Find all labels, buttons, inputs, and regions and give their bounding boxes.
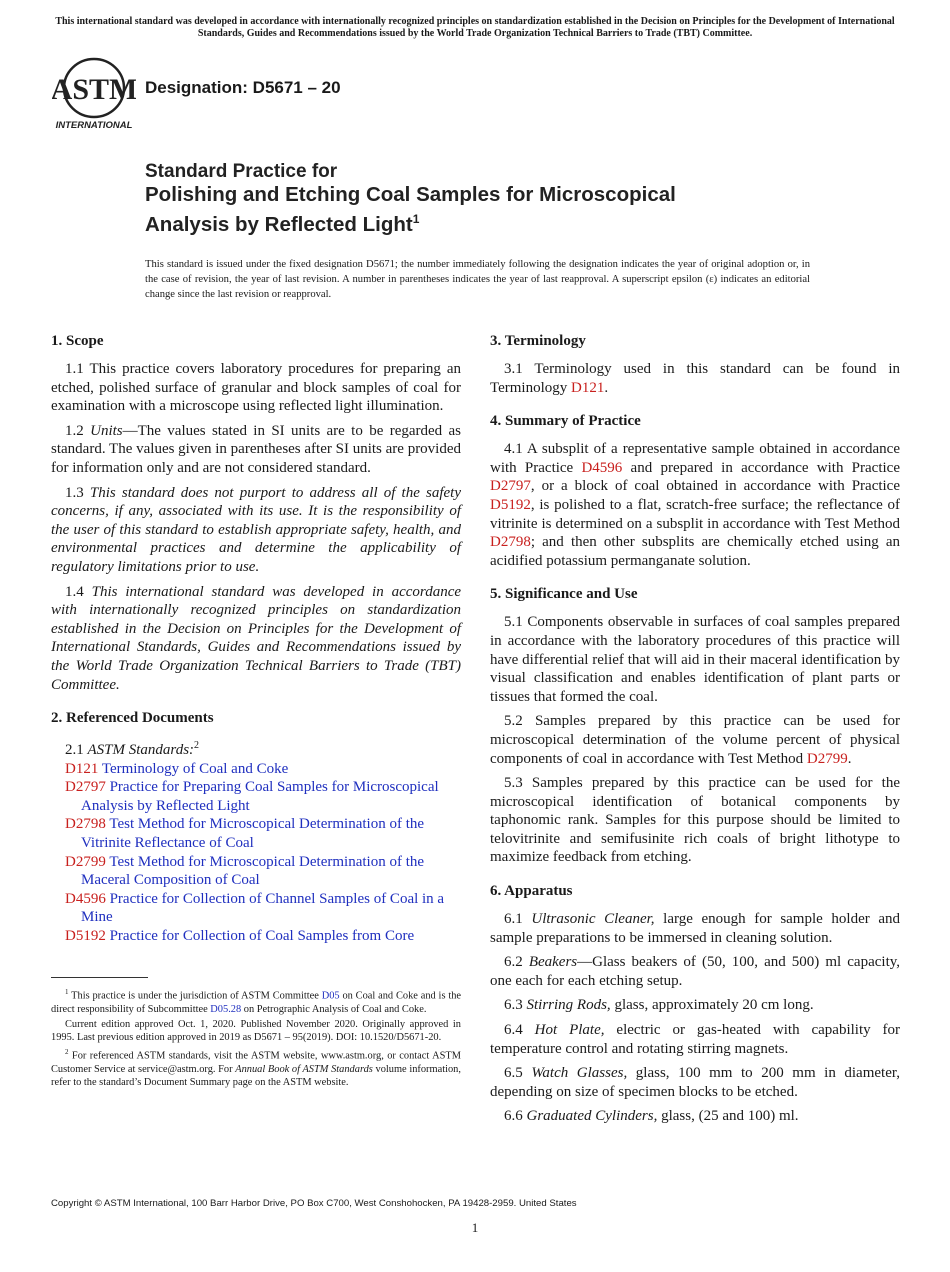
paragraph-1-3: 1.3 This standard does not purport to address all of the safety concerns, if any, associated with its use. It is the responsibility of the user of this standard to establish appropriate safety, health, and environmental practices and determine the applicability of regulatory limitations prior to use. [51,484,462,575]
reference-item-d2799[interactable] [51,853,461,890]
reference-link-d2799[interactable]: D2799 [806,750,848,767]
subcommittee-link[interactable]: D05.28 [210,1003,242,1015]
reference-link-d5192[interactable]: D5192 [490,496,531,513]
document-title [145,160,845,237]
page-number: 1 [471,1220,479,1235]
section-heading-scope: 1. Scope [51,333,104,349]
paragraph-6-5: 6.5 Watch Glasses, glass, 100 mm to 200 mm in diameter, depending on size of specimen blocks to be etched. [490,1065,901,1100]
left-column [51,331,461,946]
reference-code: D2799 [65,853,106,870]
title-line-2: Polishing and Etching Coal Samples for Microscopical [145,183,676,206]
paragraph-2-1: 2.1 ASTM Standards:$^2$ [65,740,200,759]
paragraph-1-4: 1.4 This international standard was developed in accordance with internationally recognized principles on standardization established in the Decision on Principles for the Development of International Standards, Guides and Recommendations issued by the World Trade Organization Technical Barriers to Trade (TBT) Committee. [51,583,462,693]
right-column [490,331,900,1132]
paragraph-1-2: 1.2 Units—The values stated in SI units are to be regarded as standard. The values given in parentheses after SI units are provided for information only and are not considered standard. [51,422,462,476]
issue-note: This standard is issued under the fixed designation D5671; the number immediately following the designation indicates the year of original adoption or, in the case of revision, the year of last revision. A number in parentheses indicates the year of last reapproval. A superscript epsilon (ε) indicates an editorial change since the last revision or reapproval. [145,259,810,300]
reference-code: D2797 [65,779,106,796]
section-heading-significance: 5. Significance and Use [490,586,638,603]
paragraph-5-1: 5.1 Components observable in surfaces of coal samples prepared in accordance with the laboratory procedures of this practice will have differential relief that will aid in their maceral identification by visual classification and enables identification of plant parts or tissues that formed the coal. [490,614,900,705]
section-heading-terminology: 3. Terminology [490,333,586,349]
copyright-notice: Copyright © ASTM International, 100 Barr Harbor Drive, PO Box C700, West Conshohocken, PA 19428-2959. United States [51,1198,577,1209]
reference-code: D2798 [65,816,106,833]
reference-link-d4596[interactable]: D4596 [581,459,623,476]
footnote-2: $^2$ For referenced ASTM standards, visit the ASTM website, www.astm.org, or contact ASTM Customer Service at service@astm.org. For Annual Book of ASTM Standards volume information, refer to the standard’s Document Summary page on the ASTM website. [51,1048,461,1089]
paragraph-1-1: 1.1 This practice covers laboratory procedures for preparing an etched, polished surface of granular and block samples of coal for examination with a microscope using reflected light illumination. [51,361,461,415]
section-heading-summary: 4. Summary of Practice [490,413,641,430]
paragraph-6-3: 6.3 Stirring Rods, glass, approximately 20 cm long. [504,997,814,1014]
footnote-1-edition: Current edition approved Oct. 1, 2020. Published November 2020. Originally approved in 1995. Last previous edition approved in 2019 as D5671 – 95(2019). DOI: 10.1520/D5671-20. [51,1018,461,1044]
referenced-documents-list [51,760,461,946]
reference-title: Practice for Collection of Coal Samples from Core [109,928,415,945]
reference-item-d2797[interactable] [51,778,461,815]
top-notice: This international standard was developed in accordance with internationally recognized principles on standardization established in the Decision on Principles for the Development of International Standards, Guides and Recommendations issued by the World Trade Organization Technical Barriers to Trade (TBT) Committee. [55,16,895,39]
paragraph-5-3: 5.3 Samples prepared by this practice can be used for the microscopical identification of botanical components by taphonomic rank. Samples for this purpose should be limited to telovitrinite and semifusinite rich coals of bright lithotype to maximize feedback from etching. [490,775,900,866]
section-heading-apparatus: 6. Apparatus [490,883,573,900]
reference-item-d121[interactable] [51,760,461,779]
logo-text: ASTM [52,73,136,106]
reference-item-d2798[interactable] [51,815,461,852]
paragraph-6-1: 6.1 Ultrasonic Cleaner, large enough for sample holder and sample preparations to be immersed in cleaning solution. [490,911,900,946]
reference-link-d121[interactable]: D121 [571,379,605,396]
paragraph-5-2: 5.2 Samples prepared by this practice can be used for microscopical determination of the volume percent of physical components of coal in accordance with Test Method D2799. [490,713,900,767]
paragraph-4-1: 4.1 A subsplit of a representative sample obtained in accordance with Practice D4596 and prepared in accordance with Practice D2797, or a block of coal obtained in accordance with Practice D5192, is polished to a flat, scratch-free surface; the reflectance of vitrinite is determined on a subsplit in accordance with Test Method D2798; and then other subsplits are chemically etched using an acidified potassium permanganate solution. [490,441,900,569]
reference-title: Practice for Collection of Channel Samples of Coal in a Mine [81,890,445,926]
paragraph-6-6: 6.6 Graduated Cylinders, glass, (25 and 100) ml. [504,1108,799,1125]
title-line-3: Analysis by Reflected Light [145,212,413,236]
paragraph-3-1: 3.1 Terminology used in this standard can be found in Terminology D121. [490,361,900,396]
astm-logo [52,56,136,132]
title-footnote-marker: 1 [412,212,420,226]
reference-link-d2798[interactable]: D2798 [490,534,531,551]
reference-item-d4596[interactable] [51,890,461,927]
reference-title: Test Method for Microscopical Determination of the Maceral Composition of Coal [81,853,425,889]
reference-code: D121 [65,760,99,777]
paragraph-6-4: 6.4 Hot Plate, electric or gas-heated with capability for temperature control and rotating stirring magnets. [490,1022,901,1057]
footnote-1: $^1$ This practice is under the jurisdiction of ASTM Committee D05 on Coal and Coke and is the direct responsibility of Subcommittee D05.28 on Petrographic Analysis of Coal and Coke. [51,988,462,1015]
paragraph-6-2: 6.2 Beakers—Glass beakers of (50, 100, and 500) ml capacity, one each for each etching setup. [490,954,901,989]
reference-code: D5192 [65,928,106,945]
reference-title: Test Method for Microscopical Determination of the Vitrinite Reflectance of Coal [81,816,425,852]
section-heading-referenced-documents: 2. Referenced Documents [51,710,214,727]
title-line-1: Standard Practice for [145,161,338,182]
reference-link-d2797[interactable]: D2797 [490,478,531,495]
footnote-rule [51,977,148,978]
reference-code: D4596 [65,890,106,907]
logo-subtext: INTERNATIONAL [55,120,133,131]
reference-item-d5192[interactable] [51,927,461,946]
reference-title: Terminology of Coal and Coke [101,760,289,777]
footnotes [51,986,461,1091]
designation: Designation: D5671 – 20 [145,78,341,97]
committee-link[interactable]: D05 [321,990,340,1002]
reference-title: Practice for Preparing Coal Samples for Microscopical Analysis by Reflected Light [81,779,439,814]
